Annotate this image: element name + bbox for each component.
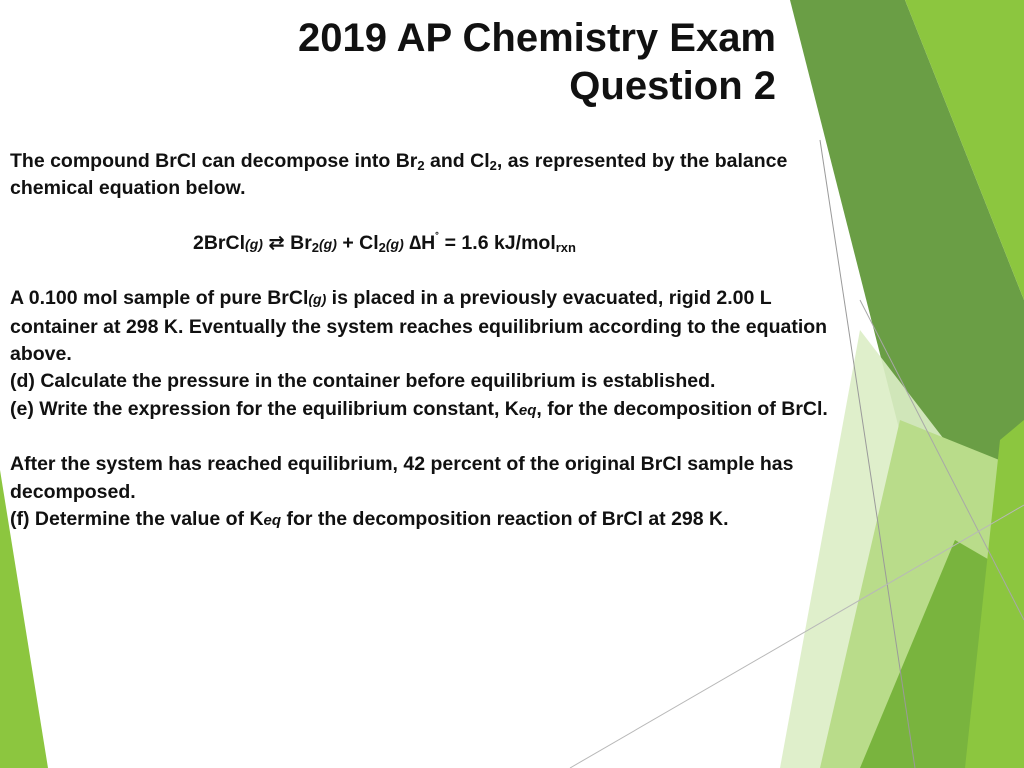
after-paragraph: After the system has reached equilibrium, 42 percent of the original BrCl sample has decomposed.	[10, 453, 794, 503]
question-content	[10, 148, 840, 534]
title-line-2: Question 2	[569, 64, 776, 108]
chemical-equation: 2BrCl(g) ⇄ $Br_2(g) + Cl_2(g) \Delta H^˚ = 1.6$ kJ/mol$_{rxn}$	[193, 230, 576, 255]
equilibrium-arrow-icon: ⇄	[268, 231, 285, 254]
title-line-1: 2019 AP Chemistry Exam	[297, 16, 776, 60]
sample-paragraph: A 0.100 mol sample of pure BrCl(g) is placed in a previously evacuated, rigid 2.00 L container at 298 K. Eventually the system reaches equilibrium according to the equation above.	[10, 287, 828, 366]
spacer	[10, 258, 840, 285]
spacer	[10, 424, 840, 451]
part-f: (f) Determine the value of Keq for the decomposition reaction of BrCl at 298 K.	[10, 507, 729, 530]
part-e: (e) Write the expression for the equilibrium constant, Keq, for the decomposition of BrCl.	[10, 397, 828, 420]
part-d: (d) Calculate the pressure in the container before equilibrium is established.	[10, 370, 716, 393]
intro-paragraph: The compound BrCl can decompose into $Br_2$ and $Cl_2$, as represented by the balance chemical equation below.	[10, 150, 788, 200]
spacer	[10, 203, 840, 230]
slide-title	[176, 14, 776, 110]
